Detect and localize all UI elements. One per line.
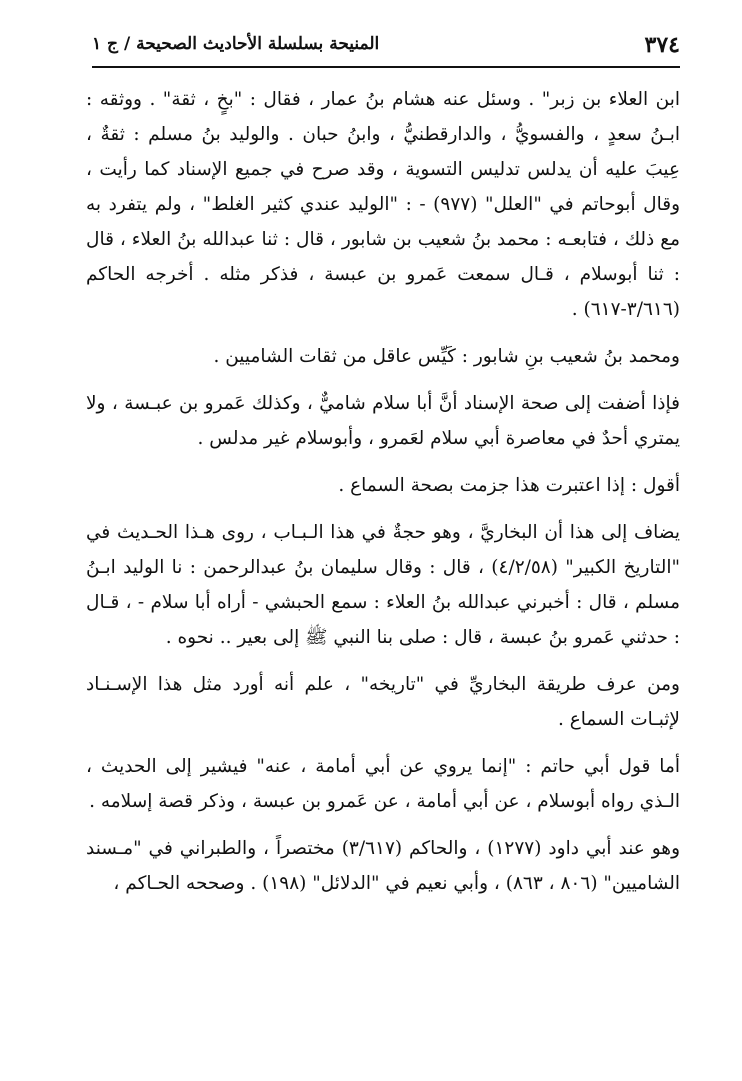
paragraph: يضاف إلى هذا أن البخاريَّ ، وهو حجةٌ في هذا الـبـاب ، روى هـذا الحـديث في "التاريخ الكبير" (٤/٢/٥٨) ، قال : وقال سليمان بنُ عبدالرحمن : نا الوليد ابـنُ مسلم ، قال : أخبرني عبدالله بنُ العلاء : سمع الحبشي - أراه أبا سلام - ، قـال : حدثني عَمرو بنُ عبسة ، قال : صلى بنا النبي ﷺ إلى بعير .. نحوه . [86,522,680,648]
body-text [86,82,680,913]
paragraph: ابن العلاء بن زبر" . وسئل عنه هشام بنُ عمار ، فقال : "بخٍ ، ثقة" . ووثقه : ابـنُ سعدٍ ، والفسويُّ ، والدارقطنيُّ ، وابنُ حبان . والوليد بنُ مسلم : ثقةٌ ، عِيبَ عليه أن يدلس تدليس التسوية ، وقد صرح في جميع الإسناد كما رأيت ، وقال أبوحاتم في "العلل" (٩٧٧) - : "الوليد عندي كثير الغلط" ، ولم يتفرد به مع ذلك ، فتابعـه : محمد بنُ شعيب بن شابور ، قال : ثنا عبدالله بنُ العلاء ، قال : ثنا أبوسلام ، قـال سمعت عَمرو بن عبسة ، فذكر مثله . أخرجه الحاكم (٣/٦١٦-٦١٧) . [86,89,681,320]
page-number: ٣٧٤ [644,32,680,58]
paragraph: وهو عند أبي داود (١٢٧٧) ، والحاكم (٣/٦١٧) مختصراً ، والطبراني في "مـسند الشاميين" (٨٠٦ ، ٨٦٣) ، وأبي نعيم في "الدلائل" (١٩٨) . وصححه الحـاكم ، [86,838,680,894]
paragraph: أما قول أبي حاتم : "إنما يروي عن أبي أمامة ، عنه" فيشير إلى الحديث ، الـذي رواه أبوسلام ، عن أبي أمامة ، عن عَمرو بن عبسة ، وذكر قصة إسلامه . [86,756,680,812]
paragraph: ومحمد بنُ شعيب بنِ شابور : كَيِّس عاقل من ثقات الشاميين . [213,346,680,367]
running-title: المنيحة بسلسلة الأحاديث الصحيحة / ج ١ [92,34,380,54]
page-header [92,28,680,68]
header-rule [92,66,680,68]
paragraph: أقول : إذا اعتبرت هذا جزمت بصحة السماع . [338,475,680,496]
paragraph: فإذا أضفت إلى صحة الإسناد أنَّ أبا سلام شاميٌّ ، وكذلك عَمرو بن عبـسة ، ولا يمتري أحدٌ في معاصرة أبي سلام لعَمرو ، وأبوسلام غير مدلس . [86,393,680,449]
paragraph: ومن عرف طريقة البخاريِّ في "تاريخه" ، علم أنه أورد مثل هذا الإسـنـاد لإثبـات السماع . [86,674,680,730]
